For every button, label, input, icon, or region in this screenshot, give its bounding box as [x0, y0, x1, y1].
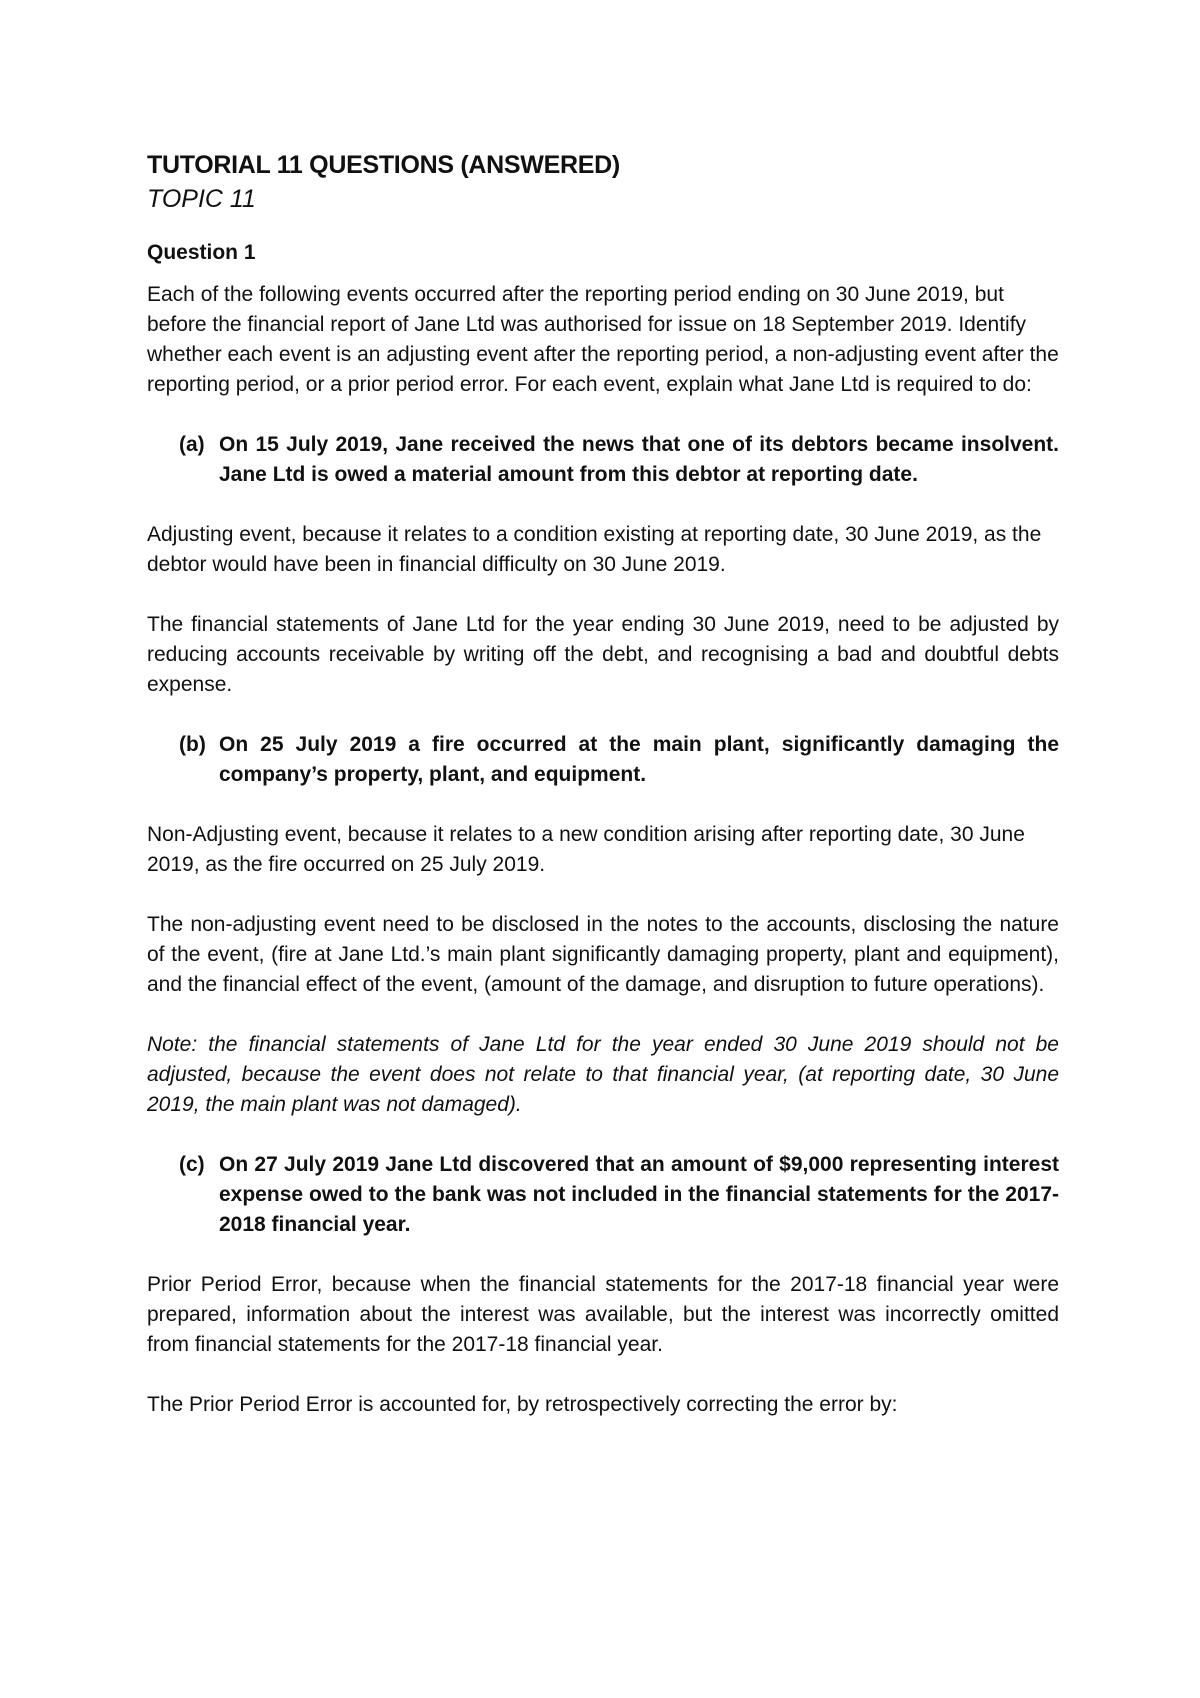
- part-a-answer-1: Adjusting event, because it relates to a condition existing at reporting date, 30 June 2019, as the debtor would have been in financial difficulty on 30 June 2019.: [147, 523, 1042, 576]
- part-b-question: [179, 730, 1059, 790]
- part-c-answer-1: Prior Period Error, because when the financial statements for the 2017-18 financial year were prepared, information about the interest was available, but the interest was incorrectly omitted from financial statements for the 2017-18 financial year.: [147, 1273, 1059, 1356]
- part-b-text: On 25 July 2019 a fire occurred at the main plant, significantly damaging the company’s property, plant, and equipment.: [219, 733, 1059, 786]
- document-title: TUTORIAL 11 QUESTIONS (ANSWERED): [147, 151, 620, 179]
- part-c-text: On 27 July 2019 Jane Ltd discovered that an amount of $9,000 representing interest expense owed to the bank was not included in the financial statements for the 2017-2018 financial year.: [219, 1153, 1059, 1236]
- part-a-question: [179, 430, 1059, 490]
- part-c-label: (c): [179, 1153, 205, 1176]
- document-page: [147, 148, 1059, 1450]
- part-c-question: [179, 1150, 1059, 1240]
- part-b-answer-1: Non-Adjusting event, because it relates to a new condition arising after reporting date, 30 June 2019, as the fire occurred on 25 July 2019.: [147, 823, 1025, 876]
- document-subtitle: TOPIC 11: [147, 185, 256, 213]
- question-heading: Question 1: [147, 241, 256, 264]
- part-c-answer-2: The Prior Period Error is accounted for, by retrospectively correcting the error by:: [147, 1393, 898, 1416]
- part-b-label: (b): [179, 733, 206, 756]
- part-b-note: Note: the financial statements of Jane Ltd for the year ended 30 June 2019 should not be adjusted, because the event does not relate to that financial year, (at reporting date, 30 June 2019, the main plant was not damaged).: [147, 1033, 1059, 1116]
- part-a-text: On 15 July 2019, Jane received the news that one of its debtors became insolvent. Jane Ltd is owed a material amount from this debtor at reporting date.: [219, 433, 1059, 486]
- part-b-answer-2: The non-adjusting event need to be disclosed in the notes to the accounts, disclosing the nature of the event, (fire at Jane Ltd.’s main plant significantly damaging property, plant and equipment), and the financial effect of the event, (amount of the damage, and disruption to future operations).: [147, 913, 1059, 996]
- part-a-answer-2: The financial statements of Jane Ltd for the year ending 30 June 2019, need to be adjusted by reducing accounts receivable by writing off the debt, and recognising a bad and doubtful debts expense.: [147, 613, 1059, 696]
- part-a-label: (a): [179, 433, 205, 456]
- question-intro: Each of the following events occurred after the reporting period ending on 30 June 2019, but before the financial report of Jane Ltd was authorised for issue on 18 September 2019. Identify whether each event is an adjusting event after the reporting period, a non-adjusting event after the reporting period, or a prior period error. For each event, explain what Jane Ltd is required to do:: [147, 283, 1059, 396]
